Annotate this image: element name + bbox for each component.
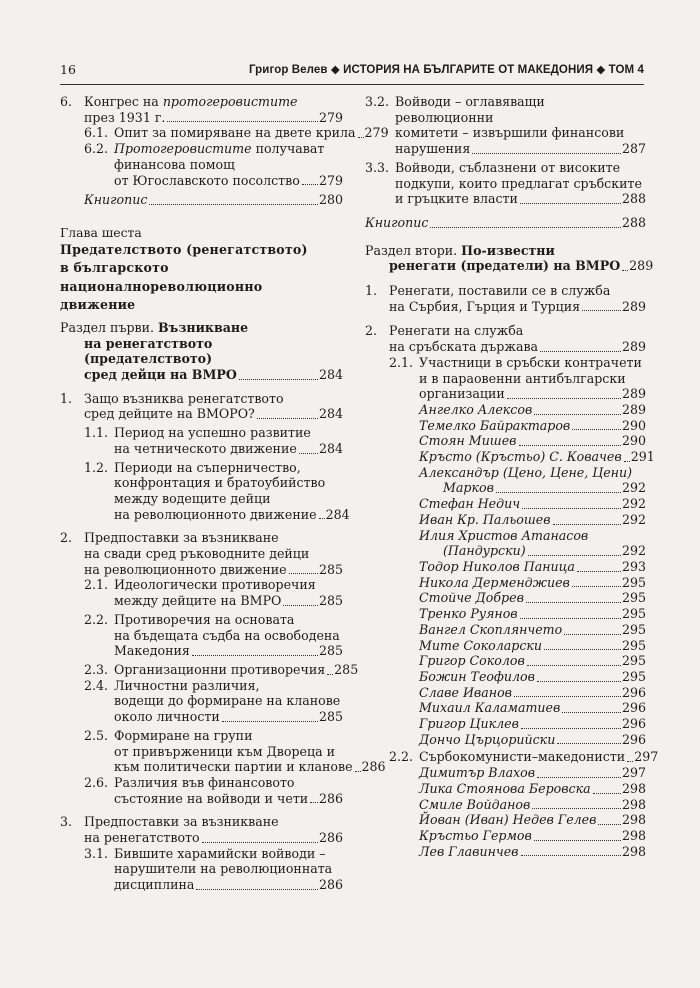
name-entry xyxy=(365,622,646,638)
dot-leader xyxy=(519,441,621,446)
entry-number: 2. xyxy=(60,530,73,546)
entry-number: 2. xyxy=(365,323,378,339)
page-ref: 286 xyxy=(361,759,386,775)
section-two-heading xyxy=(365,242,654,274)
dot-leader xyxy=(562,708,621,713)
entry-number: 3. xyxy=(60,814,73,830)
dot-leader xyxy=(196,885,318,890)
page-ref: 293 xyxy=(621,558,646,574)
dot-leader xyxy=(283,601,318,606)
person-name: Темелко Байрактаров xyxy=(419,417,571,433)
running-head: Григор Велев ◆ ИСТОРИЯ НА БЪЛГАРИТЕ ОТ МАКЕДОНИЯ ◆ ТОМ 4 xyxy=(248,64,644,76)
dot-leader xyxy=(289,569,318,574)
entry-text-italic: Книгопис xyxy=(365,214,429,230)
entry-text: Противоречия на основата xyxy=(114,611,295,627)
entry-text: дисциплина xyxy=(114,877,195,893)
entry-text: около личности xyxy=(114,709,220,725)
name-entry xyxy=(365,512,646,528)
entry-text-italic: Протогеровистите xyxy=(114,141,252,157)
entry-text: Предпоставки за възникване xyxy=(84,530,279,546)
entry-number: 3.3. xyxy=(365,159,390,175)
entry-text: водещи до формиране на кланове xyxy=(114,693,341,709)
bibliography-entry xyxy=(60,192,343,208)
entry-number: 2.4. xyxy=(84,677,109,693)
entry-number: 3.1. xyxy=(84,845,109,861)
entry-text: на революционното движение xyxy=(84,561,287,577)
person-name: Димитър Влахов xyxy=(419,765,536,781)
entry-text: Ренегати на служба xyxy=(389,323,524,339)
chapter-title-line-2: в българското националнореволюционно xyxy=(60,260,263,294)
dot-leader xyxy=(627,757,633,762)
dot-leader xyxy=(527,661,621,666)
person-name: Кръстьо Гермов xyxy=(419,827,532,843)
name-entry xyxy=(365,669,646,685)
entry-text: сред дейците на ВМОРО? xyxy=(84,406,255,422)
entry-text: на ренегатството xyxy=(84,830,200,846)
person-name: Никола Дерменджиев xyxy=(419,574,570,590)
person-name: Ангелко Алексов xyxy=(419,401,533,417)
page-ref: 279 xyxy=(318,109,343,125)
dot-leader xyxy=(537,677,621,682)
section-title: ренегати (предатели) на ВМРО xyxy=(389,258,621,274)
page-ref: 285 xyxy=(318,643,343,659)
page-ref: 297 xyxy=(634,749,659,765)
person-name: Стойче Добрев xyxy=(419,590,524,606)
entry-number: 1. xyxy=(365,283,378,299)
person-name: Михаил Каламатиев xyxy=(419,700,561,716)
entry-text: на бъдещата съдба на освободена xyxy=(114,627,340,643)
person-name: Тренко Руянов xyxy=(419,606,518,622)
entry-text: Организационни противоречия xyxy=(114,661,326,677)
page-ref: 296 xyxy=(621,684,646,700)
person-name: Кръсто (Кръстьо) С. Ковачев xyxy=(419,449,622,465)
toc-entry-3-1 xyxy=(60,846,343,893)
entry-number: 3.2. xyxy=(365,94,390,109)
entry-text: към политически партии и кланове xyxy=(114,759,353,775)
page-ref: 292 xyxy=(621,543,646,559)
page-ref: 287 xyxy=(621,141,646,157)
page-ref: 279 xyxy=(364,125,389,141)
person-name: Иван Кр. Пальошев xyxy=(419,511,551,527)
name-entry xyxy=(365,716,646,732)
dot-leader xyxy=(496,488,621,493)
entry-text: подкупи, които предлагат сръбските xyxy=(395,175,642,191)
name-entry xyxy=(365,465,646,496)
page-ref: 291 xyxy=(630,449,655,465)
section-prefix: Раздел първи. xyxy=(60,319,159,335)
entry-text: Личностни различия, xyxy=(114,677,260,693)
person-name: (Пандурски) xyxy=(443,543,526,559)
dot-leader xyxy=(528,551,621,556)
toc-entry-2-2 xyxy=(60,612,343,659)
dot-leader xyxy=(472,149,621,154)
entry-text-italic: протогеровистите xyxy=(162,94,298,109)
page-ref: 292 xyxy=(621,511,646,527)
entry-text: комитети – извършили финансови xyxy=(395,125,625,141)
page-ref: 288 xyxy=(621,191,646,207)
page-ref: 292 xyxy=(621,480,646,496)
name-entry xyxy=(365,685,646,701)
dot-leader xyxy=(520,614,621,619)
entry-text: Войводи – оглавяващи революционни xyxy=(395,94,545,125)
section-one-heading xyxy=(60,320,343,383)
entry-text-italic: Книгопис xyxy=(84,192,148,208)
page-ref: 285 xyxy=(318,561,343,577)
dot-leader xyxy=(522,504,621,509)
name-entry xyxy=(365,765,646,781)
person-name: Александър (Цено, Цене, Цени) xyxy=(419,464,633,480)
dot-leader xyxy=(319,514,325,519)
name-entry xyxy=(365,797,646,813)
page-ref: 285 xyxy=(318,709,343,725)
entry-text: и в параовенни антибългарски xyxy=(419,370,626,386)
dot-leader xyxy=(202,838,318,843)
name-entry xyxy=(365,559,646,575)
entry-number: 2.2. xyxy=(84,611,109,627)
entry-number: 2.6. xyxy=(84,774,109,790)
entry-number: 2.1. xyxy=(84,577,109,593)
page-ref: 298 xyxy=(621,812,646,828)
page-ref: 286 xyxy=(318,790,343,806)
page-ref: 284 xyxy=(325,506,350,522)
entry-text: между водещите дейци xyxy=(114,490,271,506)
toc-entry-3 xyxy=(60,814,343,845)
dot-leader xyxy=(534,410,621,415)
page-ref: 279 xyxy=(318,172,343,188)
entry-text: получават xyxy=(251,141,325,157)
section-prefix: Раздел втори. xyxy=(365,242,462,258)
dot-leader xyxy=(557,739,621,744)
entry-text: Формиране на групи xyxy=(114,727,253,743)
name-entry xyxy=(365,638,646,654)
toc-entry-r2-2 xyxy=(365,749,659,765)
name-entry xyxy=(365,496,646,512)
entry-number: 6. xyxy=(60,94,73,109)
dot-leader xyxy=(540,347,621,352)
person-name: Дончо Църцорийски xyxy=(419,731,556,747)
dot-leader xyxy=(532,804,621,809)
name-entry xyxy=(365,590,646,606)
chapter-label: Глава шеста xyxy=(60,224,142,240)
name-entry xyxy=(365,528,646,559)
dot-leader xyxy=(327,670,333,675)
entry-number: 1.2. xyxy=(84,459,109,475)
person-name: Григор Соколов xyxy=(419,653,525,669)
person-name: Йован (Иван) Недев Гелев xyxy=(419,812,597,828)
entry-number: 2.2. xyxy=(389,749,414,765)
entry-number: 2.3. xyxy=(84,661,109,677)
page-ref: 288 xyxy=(621,214,646,230)
page-ref: 295 xyxy=(621,590,646,606)
chapter-title-line-1: Предателството (ренегатството) xyxy=(60,241,308,257)
entry-text: на сръбската държава xyxy=(389,339,539,355)
name-list-2-1 xyxy=(365,401,655,747)
person-name: Тодор Николов Паница xyxy=(419,558,575,574)
person-name: Славе Иванов xyxy=(419,684,512,700)
bibliography-entry xyxy=(365,215,646,231)
dot-leader xyxy=(598,820,621,825)
entry-text: Участници в сръбски контрачети xyxy=(419,354,642,370)
page-ref: 289 xyxy=(629,258,654,274)
entry-text: на четническото движение xyxy=(114,440,297,456)
page-ref: 285 xyxy=(334,661,359,677)
dot-leader xyxy=(622,266,628,271)
dot-leader xyxy=(521,851,621,856)
page-ref: 280 xyxy=(318,192,343,208)
entry-text: на революционното движение xyxy=(114,506,317,522)
dot-leader xyxy=(310,798,318,803)
entry-text: нарушители на революционната xyxy=(114,861,333,877)
entry-text: Идеологически противоречия xyxy=(114,577,316,593)
dot-leader xyxy=(582,306,621,311)
dot-leader xyxy=(514,692,621,697)
toc-entry-2-5 xyxy=(60,727,386,775)
section-title: сред дейци на ВМРО xyxy=(84,367,237,383)
entry-text: Опит за помиряване на двете крила xyxy=(114,125,356,141)
chapter-title-line-3: движение xyxy=(60,297,136,313)
entry-text: Защо възниква ренегатството xyxy=(84,390,284,406)
entry-number: 2.1. xyxy=(389,354,414,370)
dot-leader xyxy=(302,180,318,185)
dot-leader xyxy=(624,457,630,462)
person-name: Стоян Мишев xyxy=(419,433,517,449)
person-name: Григор Циклев xyxy=(419,716,519,732)
toc-entry-2-6 xyxy=(60,775,343,806)
page-ref: 286 xyxy=(318,877,343,893)
entry-text: Бившите харамийски войводи – xyxy=(114,845,326,861)
entry-text: и гръцките власти xyxy=(395,191,518,207)
page-ref: 290 xyxy=(621,433,646,449)
toc-entry-3-2 xyxy=(365,94,646,157)
dot-leader xyxy=(544,645,621,650)
name-entry xyxy=(365,402,646,418)
page-ref: 295 xyxy=(621,653,646,669)
entry-text: Сърбокомунисти–македонисти xyxy=(419,749,626,765)
toc-entry-6 xyxy=(60,94,343,125)
person-name: Стефан Недич xyxy=(419,496,521,512)
entry-text: Конгрес на xyxy=(84,94,163,109)
entry-text: състояние на войводи и чети xyxy=(114,790,309,806)
person-name: Мите Соколарски xyxy=(419,637,542,653)
page-ref: 296 xyxy=(621,731,646,747)
entry-text: конфронтация и братоубийство xyxy=(114,475,326,491)
person-name: Лика Стоянова Беровска xyxy=(419,780,591,796)
name-entry xyxy=(365,418,646,434)
page-ref: 297 xyxy=(621,765,646,781)
page-ref: 286 xyxy=(318,830,343,846)
page-ref: 284 xyxy=(318,440,343,456)
entry-text: Период на успешно развитие xyxy=(114,425,311,441)
name-entry xyxy=(365,732,646,748)
page-ref: 296 xyxy=(621,700,646,716)
dot-leader xyxy=(593,789,621,794)
dot-leader xyxy=(526,598,621,603)
section-title: на ренегатството (предателството) xyxy=(84,335,213,367)
page-ref: 298 xyxy=(621,827,646,843)
toc-entry-r2-1 xyxy=(365,355,646,402)
toc-entry-2-1 xyxy=(60,577,343,608)
person-name: Марков xyxy=(443,480,494,496)
dot-leader xyxy=(192,651,318,656)
page-ref: 298 xyxy=(621,843,646,859)
name-entry xyxy=(365,433,646,449)
name-entry xyxy=(365,449,655,465)
toc-entry-6-1 xyxy=(60,125,389,141)
dot-leader xyxy=(534,836,621,841)
page-ref: 296 xyxy=(621,716,646,732)
entry-text: организации xyxy=(419,386,505,402)
toc-entry-1 xyxy=(60,391,343,422)
toc-entry-r1 xyxy=(365,283,646,314)
entry-text: финансова помощ xyxy=(114,156,235,172)
page-ref: 289 xyxy=(621,401,646,417)
dot-leader xyxy=(239,375,318,380)
toc-entry-1-1 xyxy=(60,425,343,456)
dot-leader xyxy=(355,767,361,772)
header-rule xyxy=(60,84,644,85)
page-ref: 295 xyxy=(621,606,646,622)
dot-leader xyxy=(553,520,621,525)
name-entry xyxy=(365,844,646,860)
entry-number: 2.5. xyxy=(84,727,109,743)
page-ref: 284 xyxy=(318,367,343,383)
dot-leader xyxy=(572,582,621,587)
name-entry xyxy=(365,575,646,591)
section-title: Възникване xyxy=(158,319,249,335)
entry-number: 1.1. xyxy=(84,425,109,441)
page-ref: 295 xyxy=(621,621,646,637)
entry-text: Различия във финансовото xyxy=(114,774,295,790)
page-header xyxy=(60,62,644,82)
dot-leader xyxy=(537,773,621,778)
name-entry xyxy=(365,812,646,828)
page-ref: 284 xyxy=(318,406,343,422)
entry-text: Предпоставки за възникване xyxy=(84,814,279,830)
page-ref: 290 xyxy=(621,417,646,433)
page-ref: 295 xyxy=(621,574,646,590)
page-ref: 289 xyxy=(621,339,646,355)
entry-number: 6.1. xyxy=(84,125,109,141)
person-name: Илия Христов Атанасов xyxy=(419,527,589,543)
page-ref: 289 xyxy=(621,386,646,402)
entry-text: Войводи, съблазнени от високите xyxy=(395,159,621,175)
page-ref: 298 xyxy=(621,796,646,812)
dot-leader xyxy=(358,133,364,138)
person-name: Лев Главинчев xyxy=(419,843,519,859)
page-number: 16 xyxy=(60,62,76,77)
dot-leader xyxy=(577,567,621,572)
dot-leader xyxy=(564,630,621,635)
dot-leader xyxy=(299,449,318,454)
page-ref: 289 xyxy=(621,298,646,314)
person-name: Божин Теофилов xyxy=(419,668,535,684)
entry-text: нарушения xyxy=(395,141,471,157)
person-name: Смиле Войданов xyxy=(419,796,531,812)
entry-text: на свади сред ръководните дейци xyxy=(84,546,310,562)
person-name: Вангел Скоплянчето xyxy=(419,621,563,637)
entry-number: 6.2. xyxy=(84,141,109,157)
dot-leader xyxy=(430,223,621,228)
page-ref: 285 xyxy=(318,593,343,609)
dot-leader xyxy=(507,394,621,399)
dot-leader xyxy=(167,117,318,122)
name-entry xyxy=(365,828,646,844)
dot-leader xyxy=(222,717,318,722)
entry-text: между дейците на ВМРО xyxy=(114,593,282,609)
toc-entry-r2 xyxy=(365,323,646,354)
section-title: По-известни xyxy=(461,242,555,258)
name-list-2-2 xyxy=(365,765,646,859)
name-entry xyxy=(365,653,646,669)
toc-right-column xyxy=(365,94,659,859)
dot-leader xyxy=(520,199,621,204)
toc-entry-1-2 xyxy=(60,459,350,523)
entry-text: от Югославското посолство xyxy=(114,172,300,188)
name-entry xyxy=(365,606,646,622)
page-ref: 295 xyxy=(621,637,646,653)
dot-leader xyxy=(572,425,621,430)
page-ref: 292 xyxy=(621,496,646,512)
entry-text: Периоди на съперничество, xyxy=(114,459,301,475)
toc-entry-2-3 xyxy=(60,661,359,678)
entry-text: Ренегати, поставили се в служба xyxy=(389,283,611,299)
page-ref: 295 xyxy=(621,668,646,684)
page-ref: 298 xyxy=(621,780,646,796)
name-entry xyxy=(365,700,646,716)
dot-leader xyxy=(521,724,621,729)
toc-entry-3-3 xyxy=(365,160,646,207)
entry-text: Македония xyxy=(114,643,190,659)
entry-text: през 1931 г. xyxy=(84,109,166,125)
dot-leader xyxy=(257,414,318,419)
dot-leader xyxy=(149,200,318,205)
name-entry xyxy=(365,781,646,797)
entry-number: 1. xyxy=(60,390,73,406)
toc-entry-2-4 xyxy=(60,678,343,725)
toc-entry-2 xyxy=(60,530,343,577)
entry-text: на Сърбия, Гърция и Турция xyxy=(389,298,581,314)
entry-text: от привърженици към Двореца и xyxy=(114,743,335,759)
toc-entry-6-2 xyxy=(60,141,343,188)
